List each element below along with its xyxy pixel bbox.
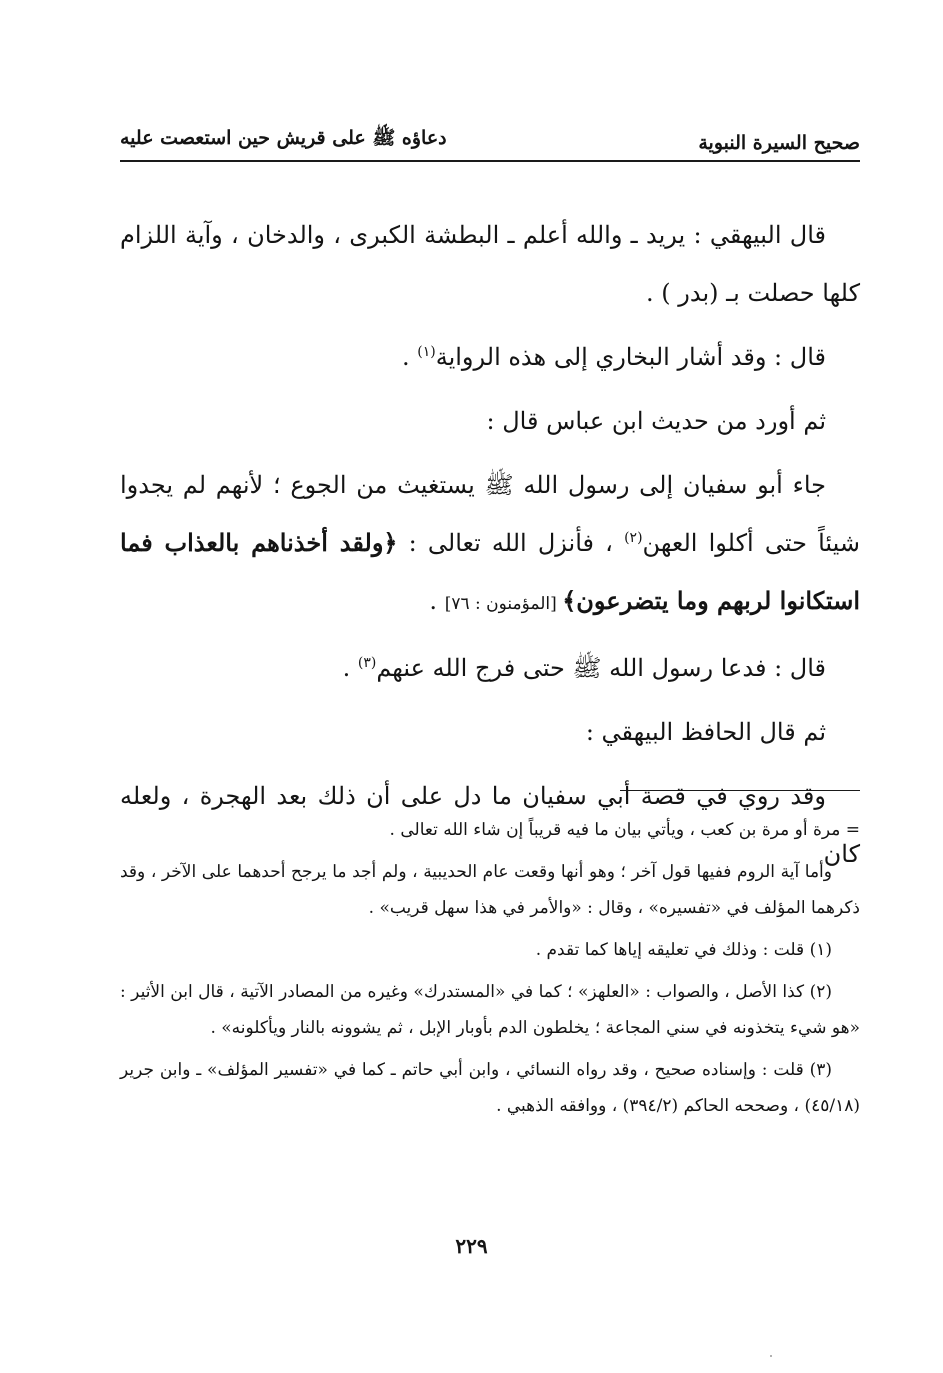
footnote-2: (٢) كذا الأصل ، والصواب : «العلهز» ؛ كما في «المستدرك» وغيره من المصادر الآتية ، قال ابن الأثير : «هو شيء يتخذونه في سني المجاعة ؛ يخلطون الدم بأوبار الإبل ، ثم يشوونه بالنار ويأكلونه» . <box>120 982 860 1038</box>
footnote-marker-3[interactable]: (٣) <box>357 655 377 671</box>
paragraph-text: جاء أبو سفيان إلى رسول الله ﷺ يستغيث من الجوع ؛ لأنهم لم يجدوا شيئاً حتى أكلوا العهن <box>120 471 860 557</box>
paragraph-hafiz-bayhaqi: ثم قال الحافظ البيهقي : <box>585 718 826 746</box>
chapter-title: دعاؤه ﷺ على قريش حين استعصت عليه <box>120 127 447 149</box>
paragraph-end: . <box>429 587 445 615</box>
paragraph-text: ، فأنزل الله تعالى : <box>397 529 625 557</box>
paragraph-abu-sufyan-hadith <box>120 456 860 633</box>
footnote-3: (٣) قلت : وإسناده صحيح ، وقد رواه النسائي ، وابن أبي حاتم ـ كما في «تفسير المؤلف» ـ وابن جرير (٤٥/١٨) ، وصححه الحاكم (٣٩٤/٢) ، ووافقه الذهبي . <box>120 1060 860 1116</box>
running-header <box>120 118 860 154</box>
verse-reference: [المؤمنون : ٧٦] <box>444 594 563 614</box>
paragraph-end: . <box>401 343 418 371</box>
paragraph-prophet-prayer <box>120 639 860 697</box>
book-title: صحيح السيرة النبوية <box>698 132 860 154</box>
footnote-separator <box>620 790 860 791</box>
main-text <box>120 206 860 889</box>
page-number: ٢٢٩ <box>455 1234 488 1258</box>
quran-verse: ﴿ولقد أخذناهم بالعذاب فما استكانوا لربهم وما يتضرعون﴾ <box>120 528 860 615</box>
paragraph-text: قال : وقد أشار البخاري إلى هذه الرواية <box>435 343 826 371</box>
paragraph-bayhaqi-comment: قال البيهقي : يريد ـ والله أعلم ـ البطشة الكبرى ، والدخان ، وآية اللزام كلها حصلت بـ (بدر ) . <box>120 221 860 307</box>
scan-speck <box>770 1355 772 1357</box>
header-rule <box>120 160 860 162</box>
footnotes <box>120 812 860 1130</box>
footnote-continuation: = مرة أو مرة بن كعب ، ويأتي بيان ما فيه قريباً إن شاء الله تعالى . <box>389 820 860 840</box>
footnote-1: (١) قلت : وذلك في تعليقه إياها كما تقدم . <box>535 940 832 960</box>
footnote-rum-verse: وأما آية الروم ففيها قول آخر ؛ وهو أنها وقعت عام الحديبية ، ولم أجد ما يرجح أحدهما على الآخر ، وقد ذكرهما المؤلف في «تفسيره» ، وقال : «والأمر في هذا سهل قريب» . <box>120 862 860 918</box>
paragraph-text: قال : فدعا رسول الله ﷺ حتى فرج الله عنهم <box>376 654 826 682</box>
paragraph-ibn-abbas-intro: ثم أورد من حديث ابن عباس قال : <box>486 407 826 435</box>
paragraph-hijra-note: وقد روي في قصة أبي سفيان ما دل على أن ذلك بعد الهجرة ، ولعله كان <box>120 782 860 868</box>
footnote-marker-1[interactable]: (١) <box>417 344 436 360</box>
footnote-marker-2[interactable]: (٢) <box>624 530 643 546</box>
paragraph-bukhari-reference <box>120 328 860 386</box>
paragraph-end: . <box>342 654 358 682</box>
